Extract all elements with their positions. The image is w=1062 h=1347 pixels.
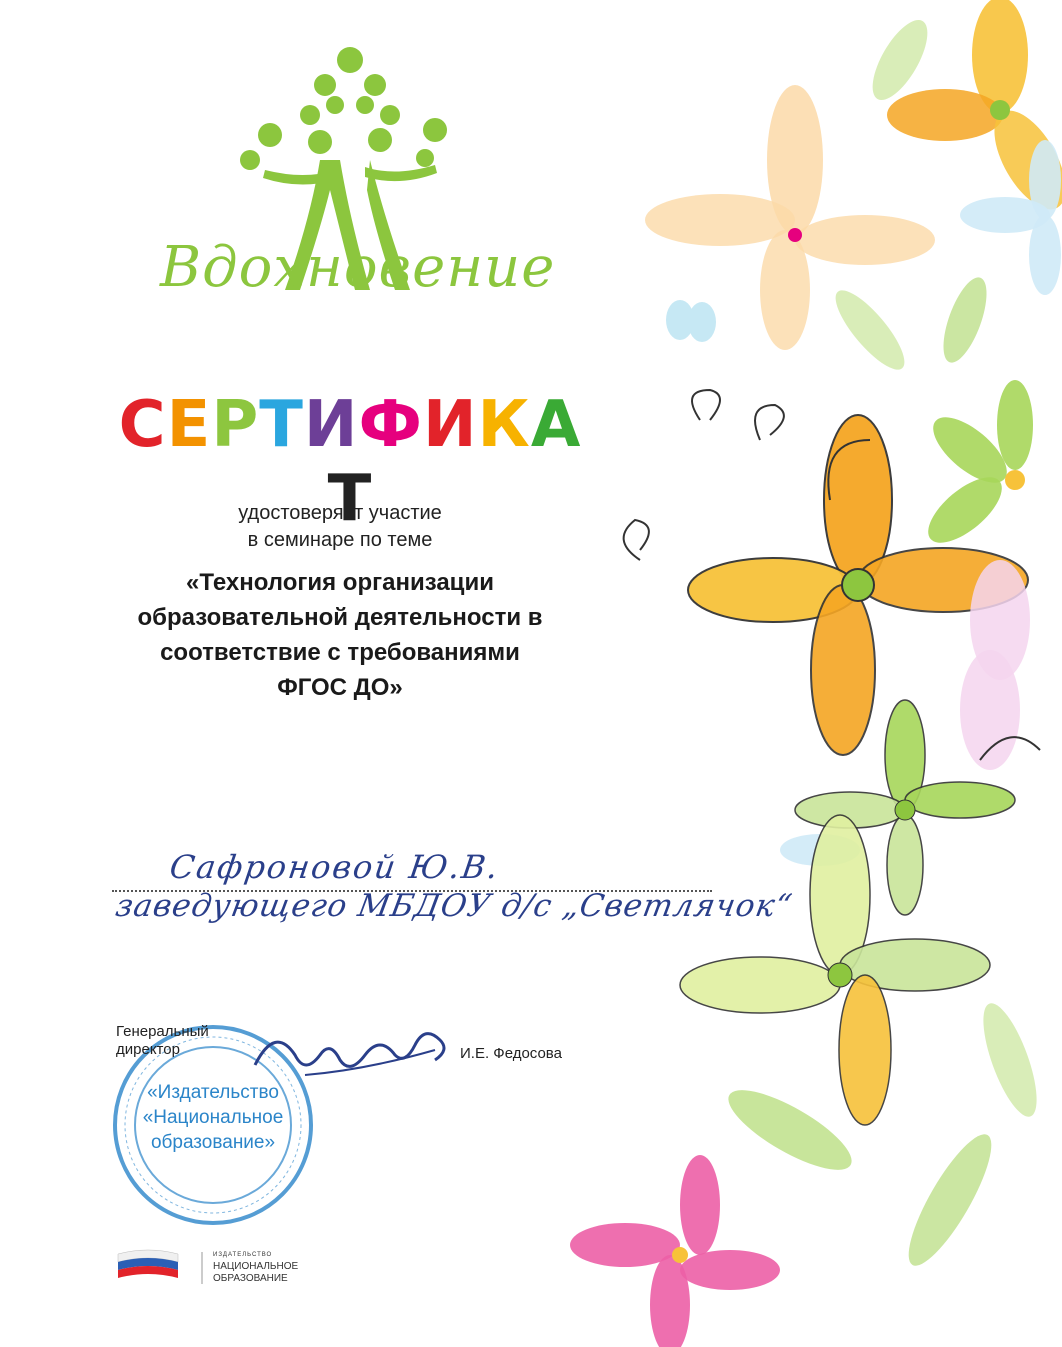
publisher-label: ИЗДАТЕЛЬСТВО (213, 1252, 273, 1258)
title-letter: Р (211, 388, 260, 462)
publisher-line-1: НАЦИОНАЛЬНОЕ (213, 1261, 299, 1272)
title-letter: К (477, 388, 531, 462)
stamp-line-1: «Издательство (147, 1082, 279, 1103)
title-letter: А (530, 388, 582, 462)
publisher-line-2: ОБРАЗОВАНИЕ (213, 1273, 288, 1284)
title-letter: Т (259, 388, 304, 462)
title-letter: С (118, 388, 167, 462)
topic-line-4: ФГОС ДО» (277, 674, 403, 701)
intro-line-2: в семинаре по теме (247, 529, 433, 551)
stamp-text (118, 1080, 308, 1155)
topic-line-1: «Технология организации (186, 569, 494, 596)
seminar-topic (95, 565, 585, 705)
publisher-name (213, 1249, 298, 1285)
title-letter: Т (327, 462, 373, 536)
intro-line-1: удостоверяет участие (238, 502, 442, 524)
signatory-title-line-1: Генеральный (116, 1023, 209, 1040)
stamp-line-2: «Национальное (142, 1107, 284, 1128)
topic-line-2: образовательной деятельности в (137, 604, 543, 631)
title-letter: И (422, 388, 478, 462)
stamp-line-3: образование» (150, 1132, 276, 1153)
title-letter: И (303, 388, 359, 462)
title-letter: Ф (358, 388, 423, 462)
signatory-title-line-2: директор (116, 1041, 180, 1058)
topic-line-3: соответствие с требованиями (160, 639, 520, 666)
signatory-name: И.Е. Федосова (460, 1045, 562, 1062)
signatory-title (116, 1023, 209, 1059)
intro-text (140, 500, 540, 554)
title-letter: Е (166, 388, 212, 462)
recipient-name: Сафроновой Ю.В. (167, 848, 503, 886)
recipient-position: заведующего МБДОУ д/с „Светлячок“ (112, 888, 796, 924)
handwritten-signature (245, 1020, 455, 1090)
logo-text: Вдохновение (160, 235, 556, 300)
